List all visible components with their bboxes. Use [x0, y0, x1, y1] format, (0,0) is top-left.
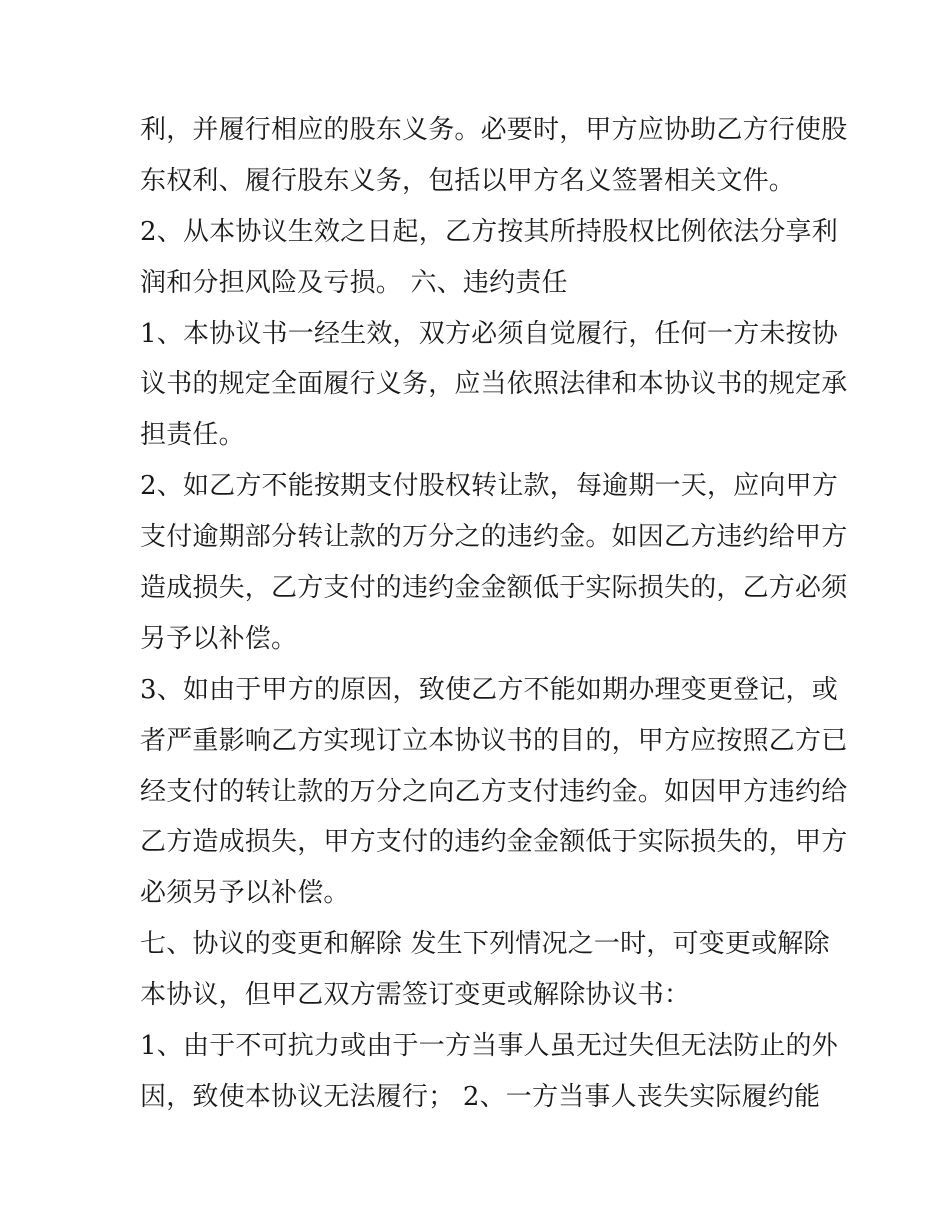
text-line: 东权利、履行股东义务，包括以甲方名义签署相关文件。 [140, 165, 796, 196]
text-line: 因，致使本协议无法履行； 2、一方当事人丧失实际履约能 [140, 1081, 821, 1112]
text-line: 1、本协议书一经生效，双方必须自觉履行，任何一方未按协 [140, 318, 838, 349]
text-line: 者严重影响乙方实现订立本协议书的目的，甲方应按照乙方已 [140, 725, 848, 756]
text-line: 支付逾期部分转让款的万分之的违约金。如因乙方违约给甲方 [140, 522, 848, 553]
text-line: 造成损失，乙方支付的违约金金额低于实际损失的，乙方必须 [140, 573, 848, 604]
text-line: 润和分担风险及亏损。 六、违约责任 [140, 267, 568, 298]
document-body [140, 105, 848, 1123]
text-line: 七、协议的变更和解除 发生下列情况之一时，可变更或解除 [140, 929, 830, 960]
text-line: 1、由于不可抗力或由于一方当事人虽无过失但无法防止的外 [140, 1031, 838, 1062]
text-line: 经支付的转让款的万分之向乙方支付违约金。如因甲方违约给 [140, 776, 848, 807]
text-line: 议书的规定全面履行义务，应当依照法律和本协议书的规定承 [140, 369, 848, 400]
text-line: 3、如由于甲方的原因，致使乙方不能如期办理变更登记，或 [140, 674, 838, 705]
text-line: 担责任。 [140, 420, 245, 451]
text-line: 利，并履行相应的股东义务。必要时，甲方应协助乙方行使股 [140, 115, 848, 145]
text-line: 乙方造成损失，甲方支付的违约金金额低于实际损失的，甲方 [140, 827, 848, 858]
text-line: 2、如乙方不能按期支付股权转让款，每逾期一天，应向甲方 [140, 471, 838, 502]
text-line: 2、从本协议生效之日起，乙方按其所持股权比例依法分享利 [140, 216, 838, 247]
text-line: 必须另予以补偿。 [140, 878, 350, 909]
text-line: 另予以补偿。 [140, 623, 298, 654]
text-line: 本协议，但甲乙双方需签订变更或解除协议书： [140, 980, 691, 1011]
